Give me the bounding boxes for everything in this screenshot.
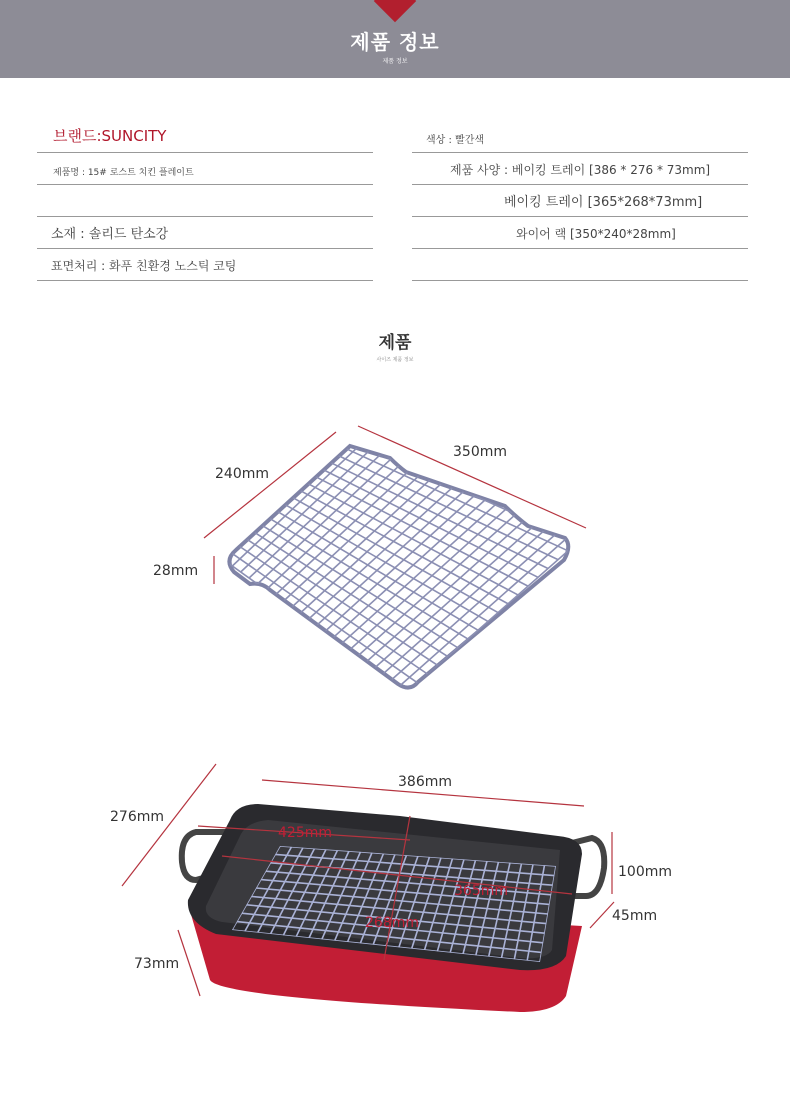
spec-material-row [37,217,373,249]
spec-color: 색상 : 빨간색 [426,135,485,146]
spec-size-row [412,153,748,185]
spec-product-name: 제품명 : 15# 로스트 치킨 플레이트 [53,168,194,178]
spec-material: 소재 : 솔리드 탄소강 [51,227,169,242]
spec-color-row [412,121,748,153]
spec-brand-row [37,121,373,153]
inner-length-label: 365mm [454,883,508,899]
spec-brand: 브랜드:SUNCITY [53,127,167,145]
inner-width-label: 268mm [365,915,419,931]
wire-rack-diagram [0,400,790,720]
spec-blank-right-row [412,249,748,281]
section-subtitle: 사이즈 제품 정보 [376,357,414,363]
spec-name-row [37,153,373,185]
header-title: 제품 정보 [350,30,440,54]
baking-tray-diagram [0,750,790,1050]
rack-depth-label: 240mm [215,466,269,482]
tray-height-label: 73mm [134,956,180,972]
handle-side-label: 45mm [612,908,658,924]
spec-surface-row [37,249,373,281]
spec-rack-row [412,217,748,249]
spec-tray: 베이킹 트레이 [365*268*73mm] [504,195,703,210]
handle-side-line [590,902,614,928]
spec-size: 제품 사양 : 베이킹 트레이 [386 * 276 * 73mm] [450,163,711,177]
tray-length-label: 386mm [398,774,452,790]
rack-shape [224,440,578,692]
tray-height-line [178,930,200,996]
tray-width-line [122,764,216,886]
tray-width-label: 276mm [110,809,164,825]
header-diamond-icon [374,0,416,22]
spec-surface: 표면처리 : 화푸 친환경 노스틱 코팅 [51,259,237,273]
header-subtitle: 제품 정보 [382,58,408,65]
spec-rack: 와이어 랙 [350*240*28mm] [516,227,676,241]
rack-width-label: 350mm [453,444,507,460]
rack-height-label: 28mm [153,563,199,579]
section-title: 제품 [378,333,412,353]
handle-height-label: 100mm [618,864,672,880]
spec-tray-row [412,185,748,217]
handle-length-label: 425mm [278,825,332,841]
header-bar [0,0,790,78]
spec-blank-row [37,185,373,217]
